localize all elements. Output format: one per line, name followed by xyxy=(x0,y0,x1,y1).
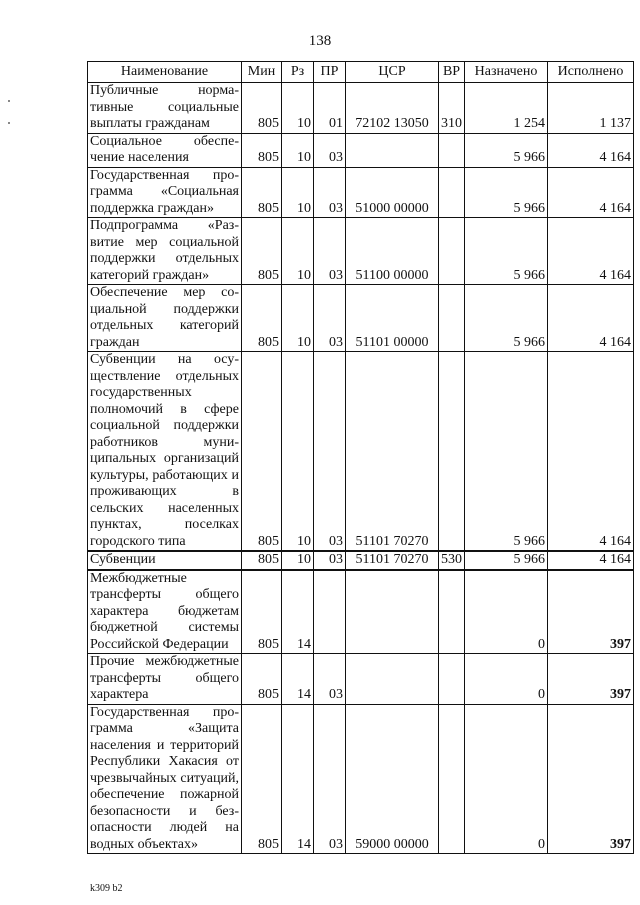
row-min: 805 xyxy=(242,218,282,285)
row-pr: 03 xyxy=(314,133,346,167)
row-assigned: 0 xyxy=(465,654,548,705)
scan-speck xyxy=(8,122,10,124)
row-name: Публичные нормативные социальные выплаты гражданам xyxy=(88,83,242,134)
row-rz: 10 xyxy=(282,551,314,570)
row-vr xyxy=(439,704,465,854)
scan-speck xyxy=(8,100,10,102)
row-executed: 4 164 xyxy=(548,133,634,167)
row-name: Субвенции на осуществление отдельных государственных полномочий в сфере социальной поддержки работников муниципальных организаций культуры, работающих и проживающих в сельских населенных пунктах, поселках городского типа xyxy=(88,352,242,552)
table-row xyxy=(88,654,634,705)
row-rz: 10 xyxy=(282,285,314,352)
table-row xyxy=(88,352,634,552)
table-row xyxy=(88,83,634,134)
row-csr: 51101 00000 xyxy=(346,285,439,352)
row-assigned: 0 xyxy=(465,704,548,854)
row-csr: 51101 70270 xyxy=(346,352,439,552)
row-vr xyxy=(439,133,465,167)
row-vr xyxy=(439,570,465,654)
row-min: 805 xyxy=(242,570,282,654)
row-executed: 4 164 xyxy=(548,352,634,552)
row-assigned: 5 966 xyxy=(465,285,548,352)
footer-code: k309 b2 xyxy=(90,883,123,894)
row-pr xyxy=(314,570,346,654)
row-executed: 397 xyxy=(548,654,634,705)
row-rz: 10 xyxy=(282,352,314,552)
row-pr: 03 xyxy=(314,551,346,570)
row-pr: 03 xyxy=(314,218,346,285)
row-csr xyxy=(346,570,439,654)
row-assigned: 5 966 xyxy=(465,551,548,570)
row-rz: 10 xyxy=(282,218,314,285)
header-rz: Рз xyxy=(282,62,314,83)
row-min: 805 xyxy=(242,133,282,167)
row-executed: 4 164 xyxy=(548,551,634,570)
table-row xyxy=(88,133,634,167)
table-row xyxy=(88,704,634,854)
row-csr xyxy=(346,133,439,167)
row-pr: 03 xyxy=(314,167,346,218)
row-rz: 10 xyxy=(282,167,314,218)
header-assigned: Назначено xyxy=(465,62,548,83)
row-pr: 01 xyxy=(314,83,346,134)
row-min: 805 xyxy=(242,83,282,134)
row-name: Государственная программа «Социальная поддержка граждан» xyxy=(88,167,242,218)
header-executed: Исполнено xyxy=(548,62,634,83)
row-pr: 03 xyxy=(314,704,346,854)
row-min: 805 xyxy=(242,704,282,854)
table-row xyxy=(88,551,634,570)
row-name: Государственная программа «Защита населения и территорий Республики Хакасия от чрезвычайных ситуаций, обеспечение пожарной безопасности и безопасности людей на водных объектах» xyxy=(88,704,242,854)
row-executed: 4 164 xyxy=(548,218,634,285)
row-csr: 59000 00000 xyxy=(346,704,439,854)
row-name: Прочие межбюджетные трансферты общего характера xyxy=(88,654,242,705)
row-vr: 310 xyxy=(439,83,465,134)
row-executed: 397 xyxy=(548,570,634,654)
row-vr xyxy=(439,167,465,218)
row-assigned: 5 966 xyxy=(465,133,548,167)
table-row xyxy=(88,167,634,218)
row-assigned: 0 xyxy=(465,570,548,654)
row-min: 805 xyxy=(242,654,282,705)
row-assigned: 1 254 xyxy=(465,83,548,134)
row-vr xyxy=(439,218,465,285)
budget-table xyxy=(87,61,634,854)
row-pr: 03 xyxy=(314,285,346,352)
row-vr xyxy=(439,654,465,705)
row-assigned: 5 966 xyxy=(465,218,548,285)
row-csr: 51000 00000 xyxy=(346,167,439,218)
row-vr xyxy=(439,285,465,352)
table-header-row xyxy=(88,62,634,83)
row-rz: 14 xyxy=(282,570,314,654)
row-csr: 72102 13050 xyxy=(346,83,439,134)
table-row xyxy=(88,570,634,654)
row-rz: 14 xyxy=(282,704,314,854)
row-min: 805 xyxy=(242,167,282,218)
header-min: Мин xyxy=(242,62,282,83)
row-csr xyxy=(346,654,439,705)
row-name: Обеспечение мер социальной поддержки отдельных категорий граждан xyxy=(88,285,242,352)
row-executed: 1 137 xyxy=(548,83,634,134)
row-name: Межбюджетные трансферты общего характера бюджетам бюджетной системы Российской Федерации xyxy=(88,570,242,654)
table-row xyxy=(88,218,634,285)
row-executed: 4 164 xyxy=(548,167,634,218)
row-vr: 530 xyxy=(439,551,465,570)
row-name: Подпрограмма «Развитие мер социальной поддержки отдельных категорий граждан» xyxy=(88,218,242,285)
row-min: 805 xyxy=(242,551,282,570)
row-assigned: 5 966 xyxy=(465,167,548,218)
header-csr: ЦСР xyxy=(346,62,439,83)
header-pr: ПР xyxy=(314,62,346,83)
page-number: 138 xyxy=(308,33,332,49)
row-min: 805 xyxy=(242,285,282,352)
row-name: Субвенции xyxy=(88,551,242,570)
row-min: 805 xyxy=(242,352,282,552)
row-executed: 4 164 xyxy=(548,285,634,352)
header-vr: ВР xyxy=(439,62,465,83)
row-pr: 03 xyxy=(314,654,346,705)
header-name: Наименование xyxy=(88,62,242,83)
row-assigned: 5 966 xyxy=(465,352,548,552)
row-rz: 14 xyxy=(282,654,314,705)
row-csr: 51100 00000 xyxy=(346,218,439,285)
row-rz: 10 xyxy=(282,133,314,167)
row-name: Социальное обеспечение населения xyxy=(88,133,242,167)
row-csr: 51101 70270 xyxy=(346,551,439,570)
row-pr: 03 xyxy=(314,352,346,552)
row-executed: 397 xyxy=(548,704,634,854)
row-vr xyxy=(439,352,465,552)
row-rz: 10 xyxy=(282,83,314,134)
table-row xyxy=(88,285,634,352)
